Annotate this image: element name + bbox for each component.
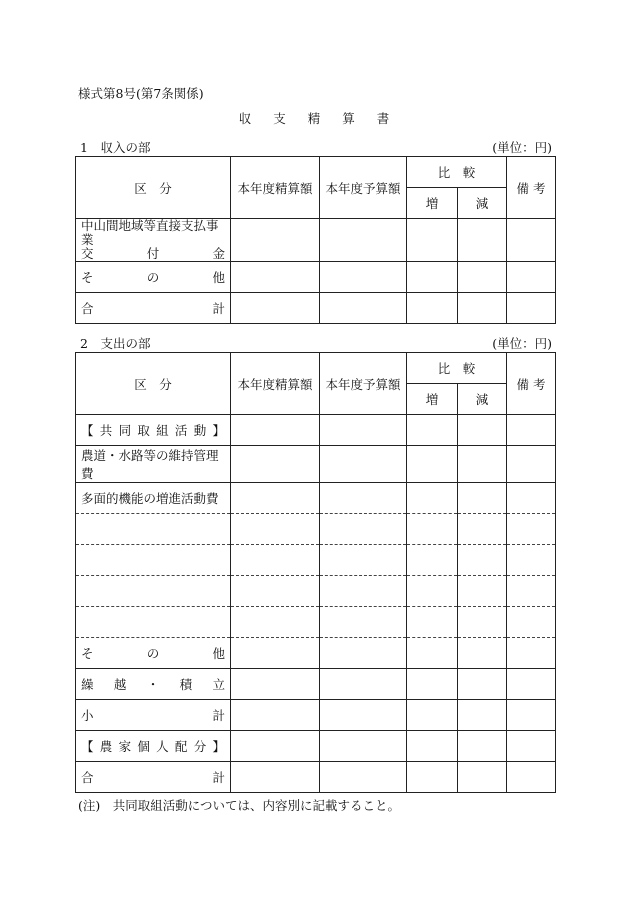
spread-label — [81, 706, 225, 724]
expense-section-label: 2 支出の部 — [80, 336, 151, 351]
row-label — [76, 731, 231, 762]
spread-label — [81, 768, 225, 786]
label-char: 】 — [212, 739, 225, 754]
row-label — [76, 415, 231, 446]
table-row — [76, 219, 556, 262]
col-settled: 本年度精算額 — [231, 157, 320, 219]
label-char: 他 — [212, 270, 225, 285]
col-comparison: 比 較 — [407, 157, 507, 188]
label-char: 取 — [137, 423, 150, 438]
spread-label — [81, 421, 225, 439]
table-row — [76, 576, 556, 607]
row-label — [76, 607, 231, 638]
col-decrease: 減 — [458, 188, 507, 219]
label-char: 農 — [99, 739, 113, 754]
footnote: (注) 共同取組活動については、内容別に記載すること。 — [78, 798, 401, 813]
row-label — [76, 545, 231, 576]
table-row — [76, 545, 556, 576]
label-char: 立 — [212, 677, 225, 692]
table-row — [76, 483, 556, 514]
table-row — [76, 731, 556, 762]
label-char: 活 — [174, 423, 188, 438]
income-section-label: 1 収入の部 — [80, 140, 151, 155]
label-char: 積 — [179, 677, 193, 692]
col-budget: 本年度予算額 — [320, 157, 407, 219]
label-char: の — [146, 270, 160, 285]
table-row — [76, 669, 556, 700]
label-char: 計 — [212, 301, 225, 316]
label-char: そ — [81, 646, 94, 661]
col-category: 区 分 — [76, 157, 231, 219]
row-label — [76, 293, 231, 324]
label-char: 共 — [99, 423, 113, 438]
row-label — [76, 514, 231, 545]
label-char: 越 — [113, 677, 127, 692]
label-char: 繰 — [81, 677, 94, 692]
row-label: 農道・水路等の維持管理費 — [76, 446, 231, 483]
table-row — [76, 415, 556, 446]
col-decrease: 減 — [458, 384, 507, 415]
table-row — [76, 446, 556, 483]
label-char: 分 — [193, 739, 207, 754]
spread-label — [81, 675, 225, 693]
label-char: 計 — [212, 708, 225, 723]
label-char: 他 — [212, 646, 225, 661]
label-char: 同 — [118, 423, 132, 438]
spread-label — [81, 737, 225, 755]
label-char: ・ — [146, 677, 160, 692]
row-label — [76, 576, 231, 607]
label-char: 計 — [212, 770, 225, 785]
table-row — [76, 700, 556, 731]
label-char: 人 — [156, 739, 169, 754]
label-char: 小 — [81, 708, 94, 723]
row-label-line2: 交 付 金 — [81, 246, 225, 261]
col-budget: 本年度予算額 — [320, 353, 407, 415]
row-label — [76, 219, 231, 262]
table-row — [76, 762, 556, 793]
table-row — [76, 638, 556, 669]
label-char: 組 — [156, 423, 169, 438]
table-row — [76, 262, 556, 293]
row-label: 多面的機能の増進活動費 — [76, 483, 231, 514]
income-table — [75, 156, 556, 324]
label-char: 【 — [81, 739, 94, 754]
col-category: 区 分 — [76, 353, 231, 415]
row-label — [76, 262, 231, 293]
table-row — [76, 514, 556, 545]
label-char: そ — [81, 270, 94, 285]
expense-unit: (単位：円) — [492, 336, 552, 351]
col-remarks: 備 考 — [507, 353, 556, 415]
document-title: 収支精算書 — [238, 111, 412, 126]
col-increase: 増 — [407, 188, 458, 219]
row-label — [76, 669, 231, 700]
expense-table — [75, 352, 556, 793]
row-label — [76, 762, 231, 793]
label-char: 家 — [118, 739, 132, 754]
income-unit: (単位：円) — [492, 140, 552, 155]
label-char: 配 — [174, 739, 188, 754]
label-char: 個 — [137, 739, 150, 754]
row-label — [76, 700, 231, 731]
col-comparison: 比 較 — [407, 353, 507, 384]
row-label-line1: 中山間地域等直接支払事業 — [81, 218, 219, 247]
row-label — [76, 638, 231, 669]
label-char: 合 — [81, 770, 94, 785]
label-char: の — [146, 646, 160, 661]
form-number: 様式第8号(第7条関係) — [78, 86, 204, 101]
spread-label — [81, 299, 225, 317]
spread-label — [81, 268, 225, 286]
col-increase: 増 — [407, 384, 458, 415]
label-char: 動 — [193, 423, 207, 438]
table-row — [76, 607, 556, 638]
spread-label — [81, 644, 225, 662]
label-char: 】 — [212, 423, 225, 438]
label-char: 【 — [81, 423, 94, 438]
table-row — [76, 293, 556, 324]
col-settled: 本年度精算額 — [231, 353, 320, 415]
label-char: 合 — [81, 301, 94, 316]
col-remarks: 備 考 — [507, 157, 556, 219]
